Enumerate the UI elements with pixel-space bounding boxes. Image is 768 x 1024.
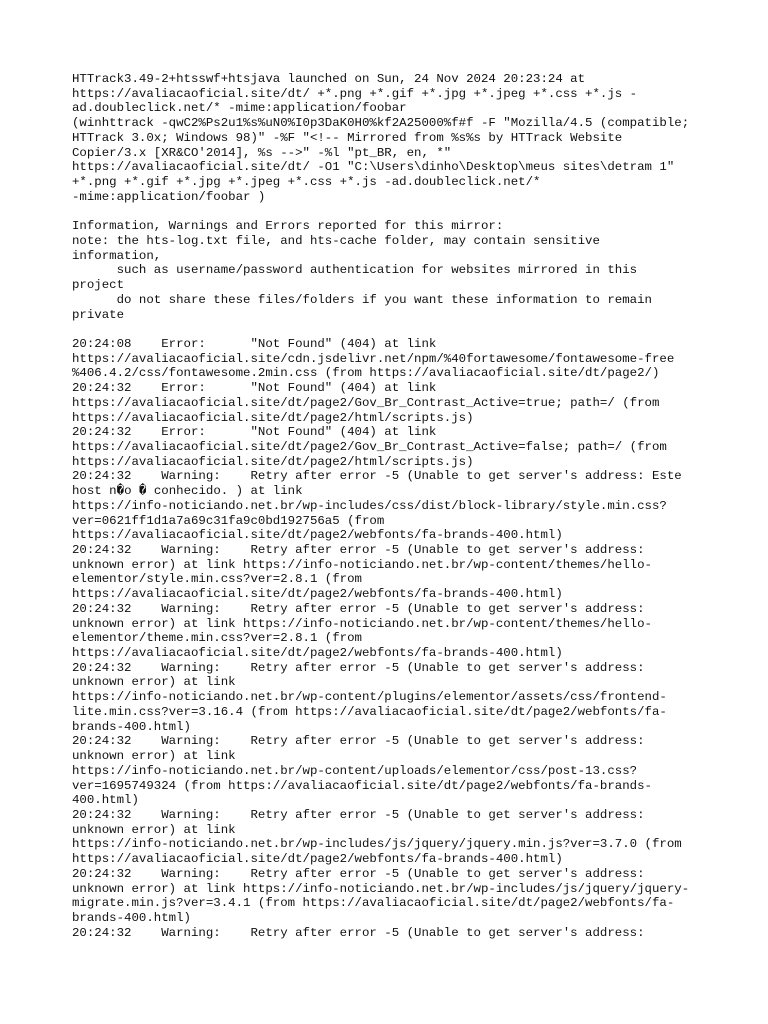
log-line: 20:24:32 Warning: Retry after error -5 (Unable to get server's address: (72, 660, 645, 675)
log-line: 20:24:32 Warning: Retry after error -5 (Unable to get server's address: (72, 807, 645, 822)
log-line: https://avaliacaoficial.site/cdn.jsdelivr.net/npm/%40fortawesome/fontawesome-free (72, 351, 675, 366)
log-line: https://avaliacaoficial.site/dt/page2/webfonts/fa-brands-400.html) (72, 528, 563, 543)
log-line: ad.doubleclick.net/* -mime:application/foobar (72, 101, 407, 116)
log-line: 20:24:32 Warning: Retry after error -5 (Unable to get server's address: (72, 601, 645, 616)
log-line: project (72, 278, 125, 293)
log-line: 20:24:32 Warning: Retry after error -5 (Unable to get server's address: (72, 734, 645, 749)
log-line: elementor/style.min.css?ver=2.8.1 (from (72, 572, 362, 587)
log-line: lite.min.css?ver=3.16.4 (from https://avaliacaoficial.site/dt/page2/webfonts/fa- (72, 704, 667, 719)
log-line: do not share these files/folders if you want these information to remain (72, 292, 652, 307)
log-line: elementor/theme.min.css?ver=2.8.1 (from (72, 631, 362, 646)
log-line: 400.html) (72, 793, 139, 808)
log-line: https://avaliacaoficial.site/dt/ +*.png +*.gif +*.jpg +*.jpeg +*.css +*.js - (72, 86, 638, 101)
log-line: unknown error) at link (72, 675, 236, 690)
log-line: https://avaliacaoficial.site/dt/page2/html/scripts.js) (72, 410, 474, 425)
log-line: 20:24:32 Error: "Not Found" (404) at link (72, 425, 437, 440)
log-line: unknown error) at link https://info-noticiando.net.br/wp-content/themes/hello- (72, 557, 652, 572)
log-line: ver=0621ff1d1a7a69c31fa9c0bd192756a5 (from (72, 513, 385, 528)
log-line: -mime:application/foobar ) (72, 189, 266, 204)
log-line: 20:24:32 Warning: Retry after error -5 (Unable to get server's address: (72, 866, 645, 881)
log-line: ver=1695749324 (from https://avaliacaoficial.site/dt/page2/webfonts/fa-brands- (72, 778, 652, 793)
log-line: Information, Warnings and Errors reported for this mirror: (72, 219, 504, 234)
log-line: https://avaliacaoficial.site/dt/ -O1 "C:\Users\dinho\Desktop\meus sites\detram 1" (72, 160, 675, 175)
log-line: 20:24:32 Warning: Retry after error -5 (Unable to get server's address: (72, 925, 645, 940)
log-line: such as username/password authentication for websites mirrored in this (72, 263, 638, 278)
log-line: 20:24:32 Warning: Retry after error -5 (Unable to get server's address: (72, 543, 645, 557)
log-line: https://info-noticiando.net.br/wp-includes/js/jquery/jquery.min.js?ver=3.7.0 (from (72, 837, 682, 852)
document-page (72, 72, 712, 940)
log-line: Copier/3.x [XR&CO'2014], %s -->" -%l "pt_BR, en, *" (72, 145, 452, 160)
log-line: (winhttrack -qwC2%Ps2u1%s%uN0%I0p3DaK0H0%kf2A25000%f#f -F "Mozilla/4.5 (compatible; (72, 116, 690, 131)
log-line: unknown error) at link https://info-noticiando.net.br/wp-content/themes/hello- (72, 616, 652, 631)
log-line: 20:24:32 Error: "Not Found" (404) at link (72, 381, 437, 396)
log-text (72, 72, 712, 940)
log-line: +*.png +*.gif +*.jpg +*.jpeg +*.css +*.js -ad.doubleclick.net/* (72, 175, 541, 190)
log-line: migrate.min.js?ver=3.4.1 (from https://avaliacaoficial.site/dt/page2/webfonts/fa- (72, 896, 675, 911)
log-line: unknown error) at link (72, 749, 236, 764)
log-line: https://avaliacaoficial.site/dt/page2/webfonts/fa-brands-400.html) (72, 852, 563, 867)
log-line: https://avaliacaoficial.site/dt/page2/Gov_Br_Contrast_Active=true; path=/ (from (72, 395, 660, 410)
log-line: host n�o � conhecido. ) at link (72, 484, 303, 499)
log-line: unknown error) at link (72, 822, 236, 837)
log-line: private (72, 307, 125, 322)
log-line: note: the hts-log.txt file, and hts-cache folder, may contain sensitive (72, 233, 600, 248)
log-line: https://avaliacaoficial.site/dt/page2/webfonts/fa-brands-400.html) (72, 646, 563, 661)
log-line: HTTrack3.49-2+htsswf+htsjava launched on Sun, 24 Nov 2024 20:23:24 at (72, 72, 586, 86)
log-line: HTTrack 3.0x; Windows 98)" -%F "<!-- Mirrored from %s%s by HTTrack Website (72, 130, 623, 145)
log-line: https://avaliacaoficial.site/dt/page2/webfonts/fa-brands-400.html) (72, 587, 563, 602)
log-line: https://info-noticiando.net.br/wp-includes/css/dist/block-library/style.min.css? (72, 498, 667, 513)
log-line: 20:24:32 Warning: Retry after error -5 (Unable to get server's address: Este (72, 469, 682, 484)
log-line: https://avaliacaoficial.site/dt/page2/Gov_Br_Contrast_Active=false; path=/ (from (72, 439, 667, 454)
log-line: information, (72, 248, 162, 263)
log-line: https://avaliacaoficial.site/dt/page2/html/scripts.js) (72, 454, 474, 469)
log-line: %406.4.2/css/fontawesome.2min.css (from https://avaliacaoficial.site/dt/page2/) (72, 366, 660, 381)
log-line: https://info-noticiando.net.br/wp-content/plugins/elementor/assets/css/frontend- (72, 690, 667, 705)
log-line: brands-400.html) (72, 719, 191, 734)
log-line: unknown error) at link https://info-noticiando.net.br/wp-includes/js/jquery/jquery- (72, 881, 690, 896)
log-line: https://info-noticiando.net.br/wp-content/uploads/elementor/css/post-13.css? (72, 763, 638, 778)
log-line: brands-400.html) (72, 910, 191, 925)
log-line: 20:24:08 Error: "Not Found" (404) at link (72, 336, 437, 351)
